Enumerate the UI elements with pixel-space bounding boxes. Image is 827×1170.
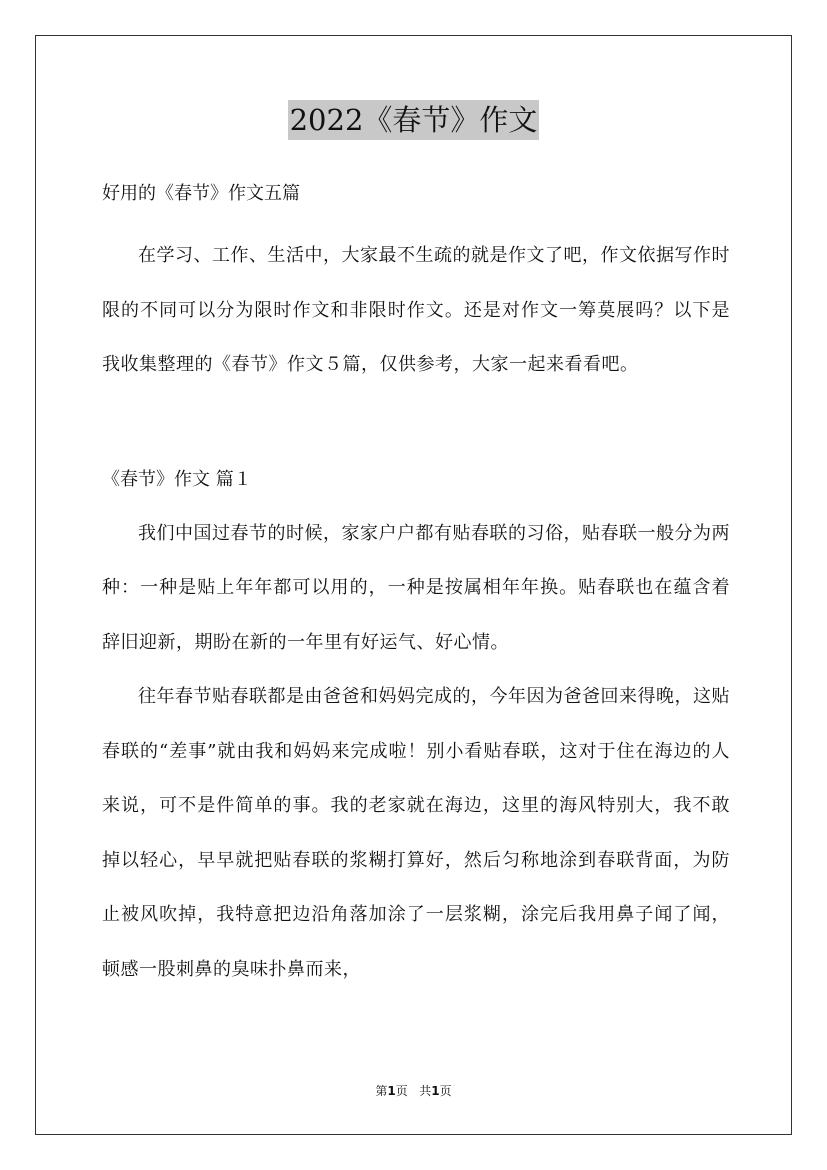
document-subtitle: 好用的《春节》作文五篇 bbox=[102, 183, 300, 204]
document-title: 2022《春节》作文 bbox=[288, 100, 540, 140]
footer-suffix: 页 bbox=[439, 1084, 452, 1098]
title-container bbox=[0, 100, 827, 140]
footer-page-number: 1 bbox=[387, 1084, 396, 1098]
footer-mid: 页 共 bbox=[395, 1084, 432, 1098]
intro-paragraph: 在学习、工作、生活中，大家最不生疏的就是作文了吧，作文依据写作时限的不同可以分为限时作文和非限时作文。还是对作文一筹莫展吗？以下是我收集整理的《春节》作文５篇，仅供参考，大家一起来看看吧。 bbox=[102, 245, 730, 375]
page-footer bbox=[0, 1083, 827, 1099]
footer-prefix: 第 bbox=[375, 1084, 388, 1098]
section-heading: 《春节》作文 篇１ bbox=[102, 468, 252, 490]
footer-total-pages: 1 bbox=[431, 1084, 440, 1098]
body-paragraph-2: 往年春节贴春联都是由爸爸和妈妈完成的，今年因为爸爸回来得晚，这贴春联的“差事”就由我和妈妈来完成啦！别小看贴春联，这对于住在海边的人来说，可不是件简单的事。我的老家就在海边，这里的海风特别大，我不敢掉以轻心，早早就把贴春联的浆糊打算好，然后匀称地涂到春联背面，为防止被风吹掉，我特意把边沿角落加涂了一层浆糊，涂完后我用鼻子闻了闻，顿感一股刺鼻的臭味扑鼻而来， bbox=[102, 686, 730, 980]
document-body bbox=[102, 175, 730, 997]
body-paragraph-1: 我们中国过春节的时候，家家户户都有贴春联的习俗，贴春联一般分为两种：一种是贴上年年都可以用的，一种是按属相年年换。贴春联也在蕴含着辞旧迎新，期盼在新的一年里有好运气、好心情。 bbox=[102, 522, 730, 653]
